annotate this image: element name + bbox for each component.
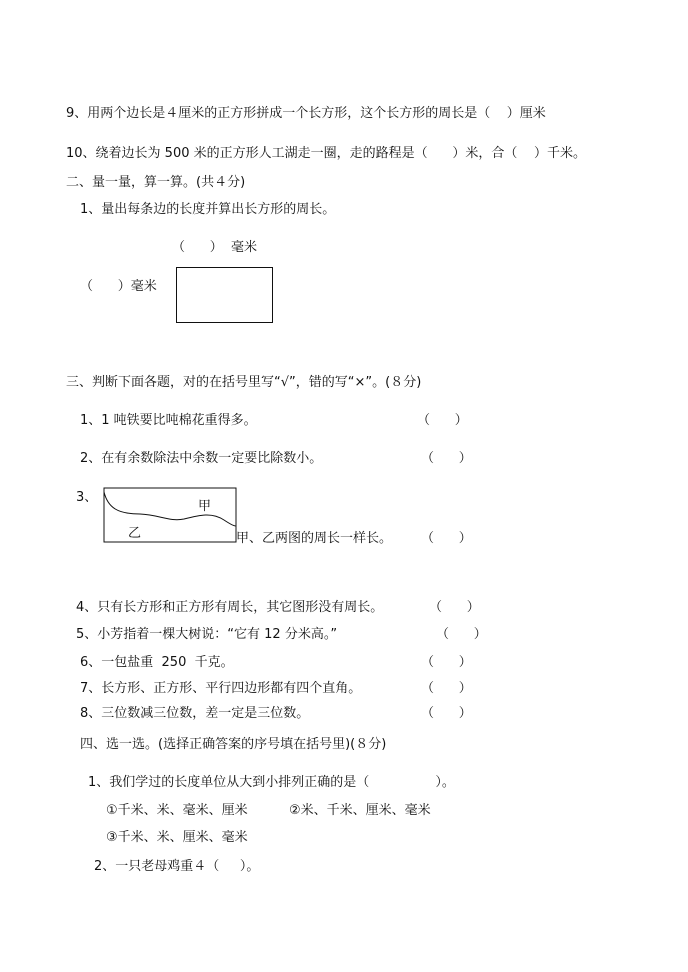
figure-outer-rectangle (104, 488, 236, 542)
judge-item-7-answer-blank[interactable]: （ ） (421, 681, 472, 696)
judge-item-1-answer-blank[interactable]: （ ） (417, 413, 468, 428)
choice-option-2: ②米、千米、厘米、毫米 (289, 803, 431, 818)
judge-item-6-answer-blank[interactable]: （ ） (421, 655, 472, 670)
judge-item-6: 6、一包盐重 250 千克。 (80, 655, 234, 670)
judge-item-4-answer-blank[interactable]: （ ） (429, 600, 480, 615)
choice-option-3: ③千米、米、厘米、毫米 (106, 830, 248, 845)
judge-item-3-number: 3、 (76, 490, 98, 505)
section-2-heading: 二、量一量，算一算。(共４分) (66, 175, 246, 190)
measure-rectangle (176, 267, 273, 323)
jia-yi-figure (100, 486, 240, 544)
section-2-question-1: 1、量出每条边的长度并算出长方形的周长。 (80, 202, 336, 217)
choice-option-1: ①千米、米、毫米、厘米 (106, 803, 248, 818)
judge-item-8: 8、三位数减三位数，差一定是三位数。 (80, 706, 310, 721)
judge-item-4: 4、只有长方形和正方形有周长，其它图形没有周长。 (76, 600, 384, 615)
section-3-heading: 三、判断下面各题，对的在括号里写“√”，错的写“×”。(８分) (66, 375, 422, 390)
left-side-measure-label: （ ）毫米 (80, 279, 157, 294)
figure-label-jia: 甲 (198, 499, 212, 514)
section-4-heading: 四、选一选。(选择正确答案的序号填在括号里)(８分) (80, 737, 387, 752)
judge-item-5: 5、小芳指着一棵大树说：“它有 12 分米高。” (76, 627, 338, 642)
judge-item-8-answer-blank[interactable]: （ ） (421, 706, 472, 721)
question-10: 10、绕着边长为 500 米的正方形人工湖走一圈，走的路程是（ ）米，合（ ）千米。 (66, 146, 586, 161)
choice-question-1: 1、我们学过的长度单位从大到小排列正确的是（ ）。 (88, 775, 455, 790)
question-9: 9、用两个边长是４厘米的正方形拼成一个长方形，这个长方形的周长是（ ）厘米 (66, 106, 546, 121)
judge-item-3: 甲、乙两图的周长一样长。 (236, 531, 393, 546)
judge-item-1: 1、1 吨铁要比吨棉花重得多。 (80, 413, 257, 428)
top-side-measure-label: （ ） 毫米 (172, 240, 258, 255)
judge-item-3-answer-blank[interactable]: （ ） (421, 531, 472, 546)
figure-dividing-curve (104, 492, 236, 526)
choice-question-2: 2、一只老母鸡重４（ ）。 (94, 859, 260, 874)
judge-item-5-answer-blank[interactable]: （ ） (436, 627, 487, 642)
judge-item-7: 7、长方形、正方形、平行四边形都有四个直角。 (80, 681, 362, 696)
judge-item-2: 2、在有余数除法中余数一定要比除数小。 (80, 451, 323, 466)
figure-label-yi: 乙 (128, 526, 142, 541)
judge-item-2-answer-blank[interactable]: （ ） (421, 451, 472, 466)
